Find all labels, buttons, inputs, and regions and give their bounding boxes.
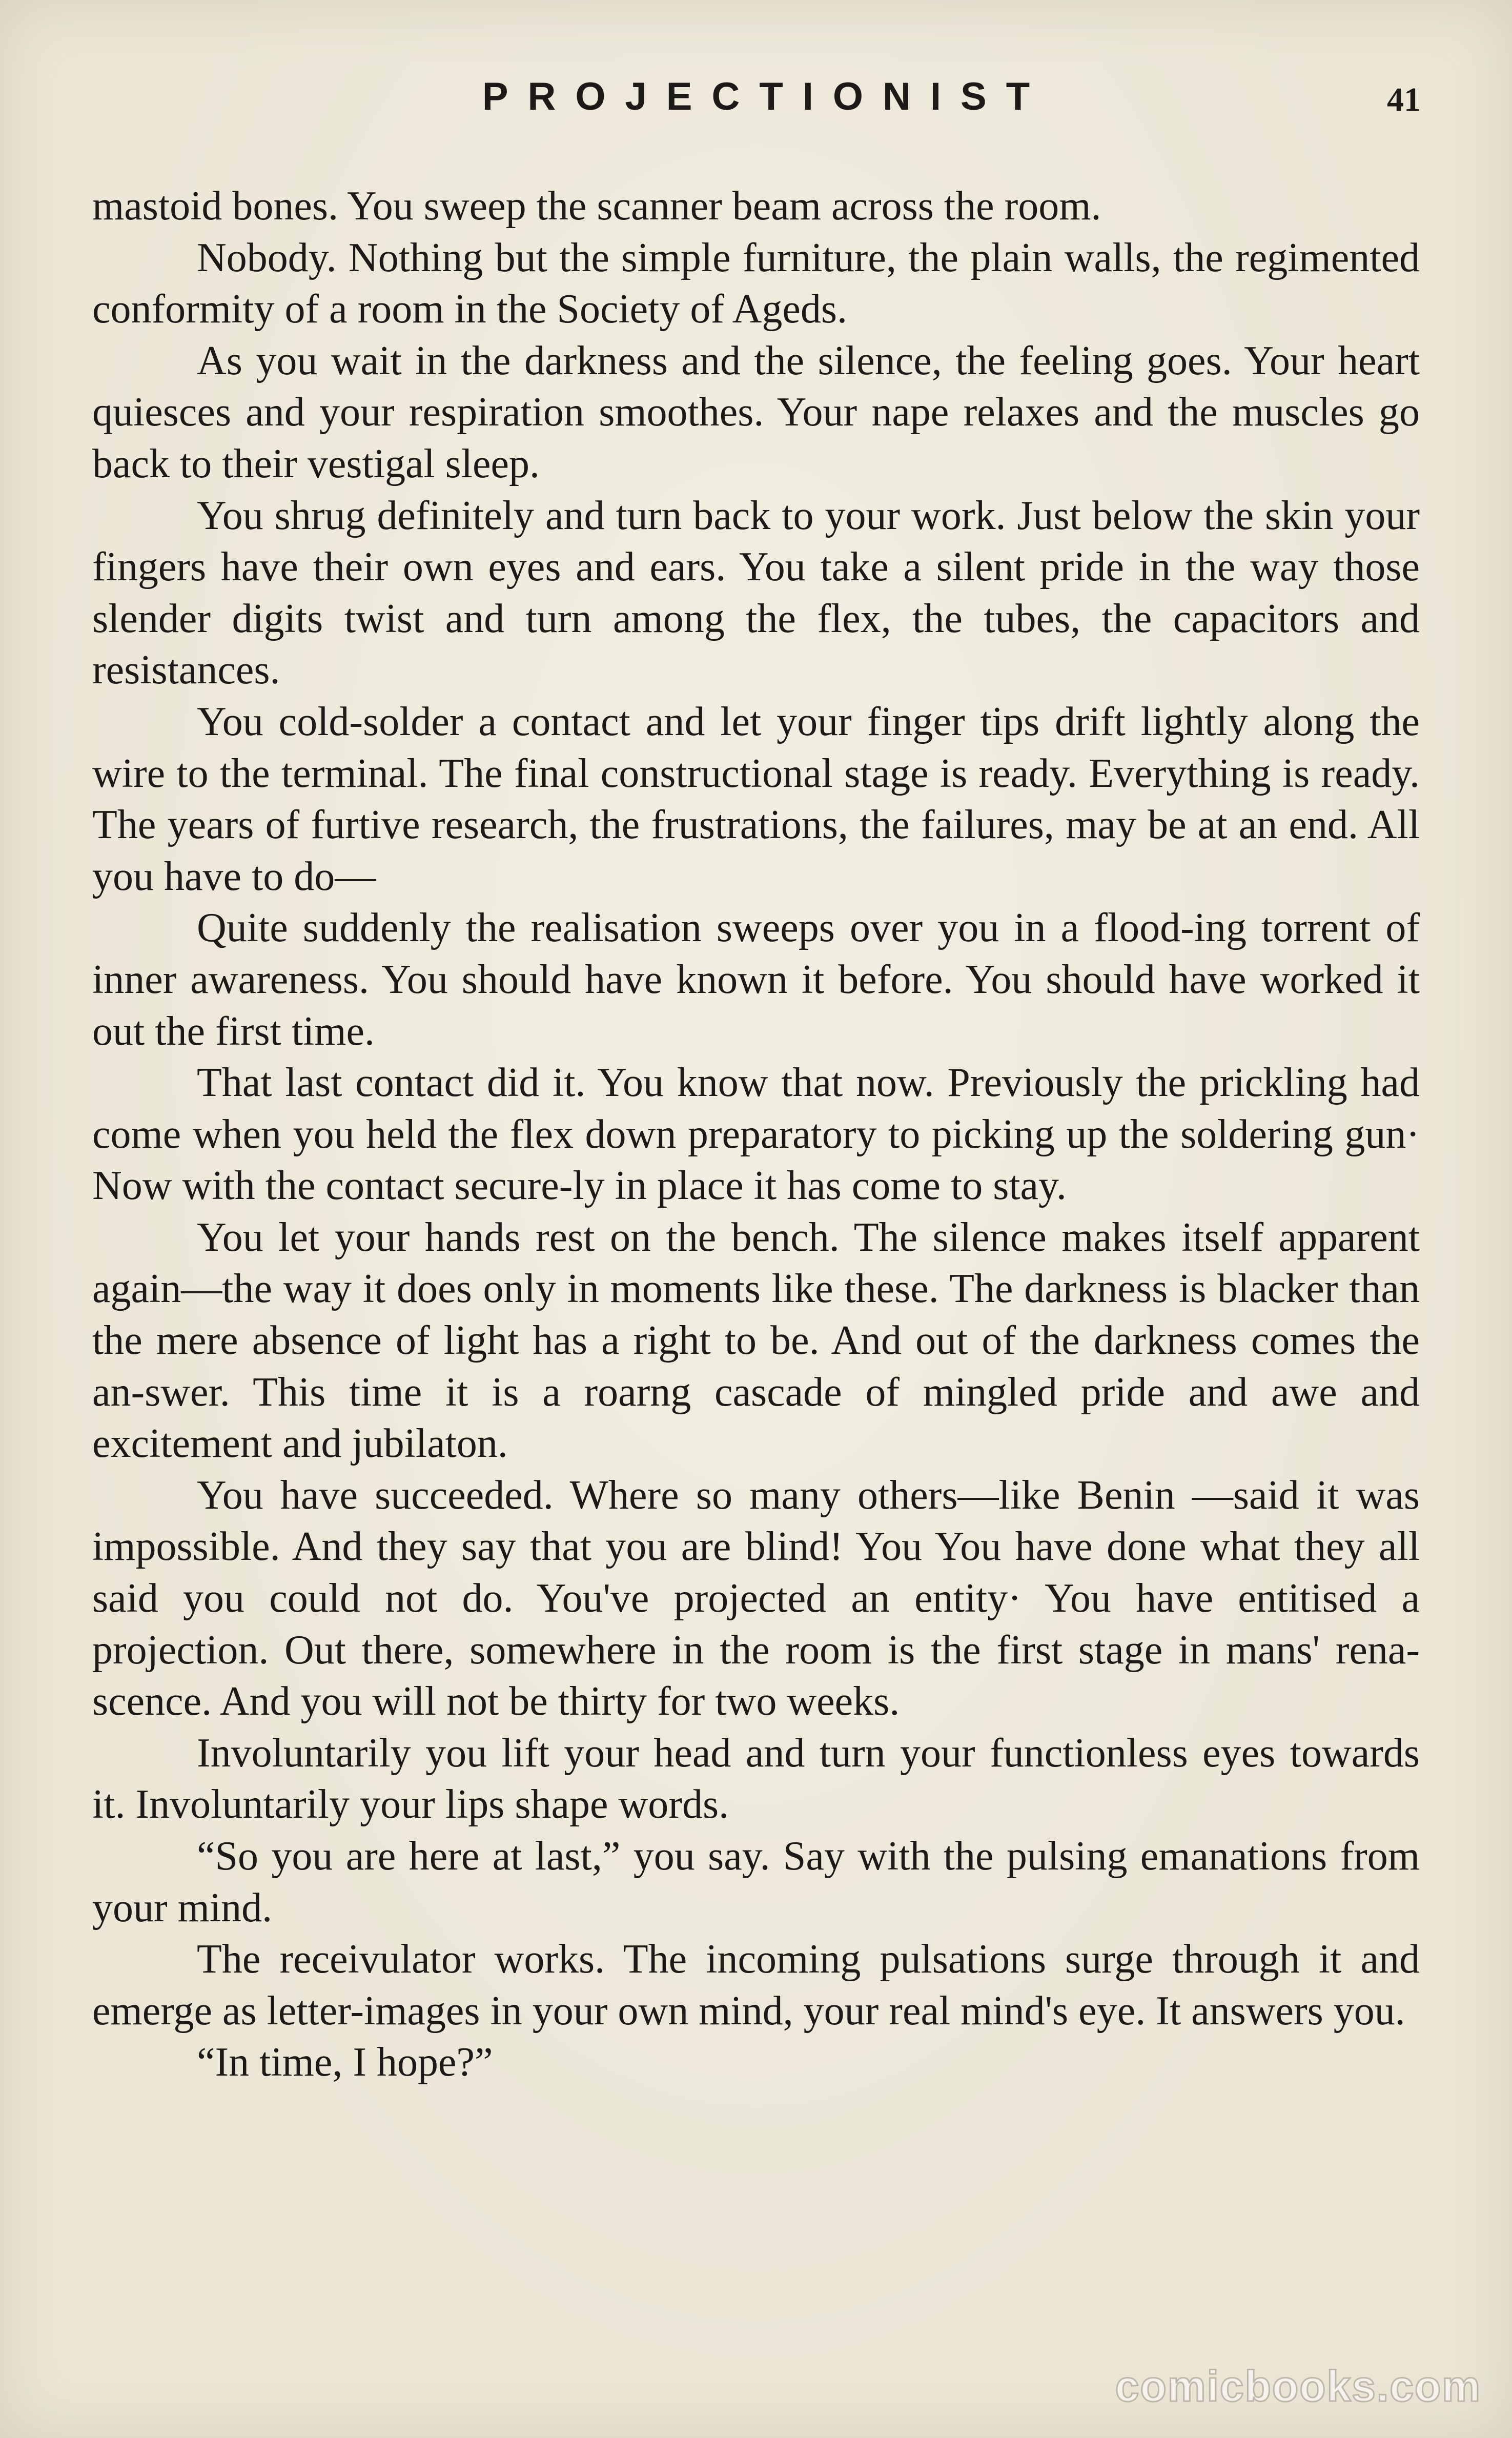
body-text	[92, 180, 1420, 2088]
running-title: PROJECTIONIST	[482, 75, 1050, 118]
page-number: 41	[1387, 81, 1421, 118]
paragraph: That last contact did it. You know that now. Previously the prickling had come when you held the flex down preparatory to picking up the soldering gun· Now with the contact secure-ly in place it has come to stay.	[92, 1060, 1420, 1209]
paragraph: You have succeeded. Where so many others—like Benin —said it was impossible. And they say that you are blind! You You have done what they all said you could not do. You've projected an entity· You have entitised a projection. Out there, somewhere in the room is the first stage in mans' rena-scence. And you will not be thirty for two weeks.	[92, 1472, 1420, 1724]
paragraph: “In time, I hope?”	[197, 2040, 493, 2085]
paragraph: The receivulator works. The incoming pulsations surge through it and emerge as letter-images in your own mind, your real mind's eye. It answers you.	[92, 1937, 1420, 2034]
paragraph: Quite suddenly the realisation sweeps over you in a flood-ing torrent of inner awareness. You should have known it before. You should have worked it out the first time.	[92, 905, 1420, 1054]
paragraph: You let your hands rest on the bench. The silence makes itself apparent again—the way it does only in moments like these. The darkness is blacker than the mere absence of light has a right to be. And out of the darkness comes the an-swer. This time it is a roarng cascade of mingled pride and awe and excitement and jubilaton.	[92, 1214, 1420, 1467]
paragraph: You shrug definitely and turn back to your work. Just below the skin your fingers have their own eyes and ears. You take a silent pride in the way those slender digits twist and turn among the flex, the tubes, the capacitors and resistances.	[92, 493, 1420, 693]
page-header	[0, 74, 1512, 131]
paragraph: Involuntarily you lift your head and turn your functionless eyes towards it. Involuntarily your lips shape words.	[92, 1730, 1420, 1827]
paragraph: You cold-solder a contact and let your finger tips drift lightly along the wire to the terminal. The final constructional stage is ready. Everything is ready. The years of furtive research, the frustrations, the failures, may be at an end. All you have to do—	[92, 699, 1420, 899]
watermark: comicbooks.com	[1115, 2362, 1481, 2410]
paragraph: mastoid bones. You sweep the scanner beam across the room.	[92, 184, 1101, 229]
paragraph: Nobody. Nothing but the simple furniture, the plain walls, the regimented conformity of a room in the Society of Ageds.	[92, 235, 1420, 332]
paragraph: As you wait in the darkness and the silence, the feeling goes. Your heart quiesces and your respiration smoothes. Your nape relaxes and the muscles go back to their vestigal sleep.	[92, 338, 1420, 486]
paragraph: “So you are here at last,” you say. Say with the pulsing emanations from your mind.	[92, 1834, 1420, 1931]
